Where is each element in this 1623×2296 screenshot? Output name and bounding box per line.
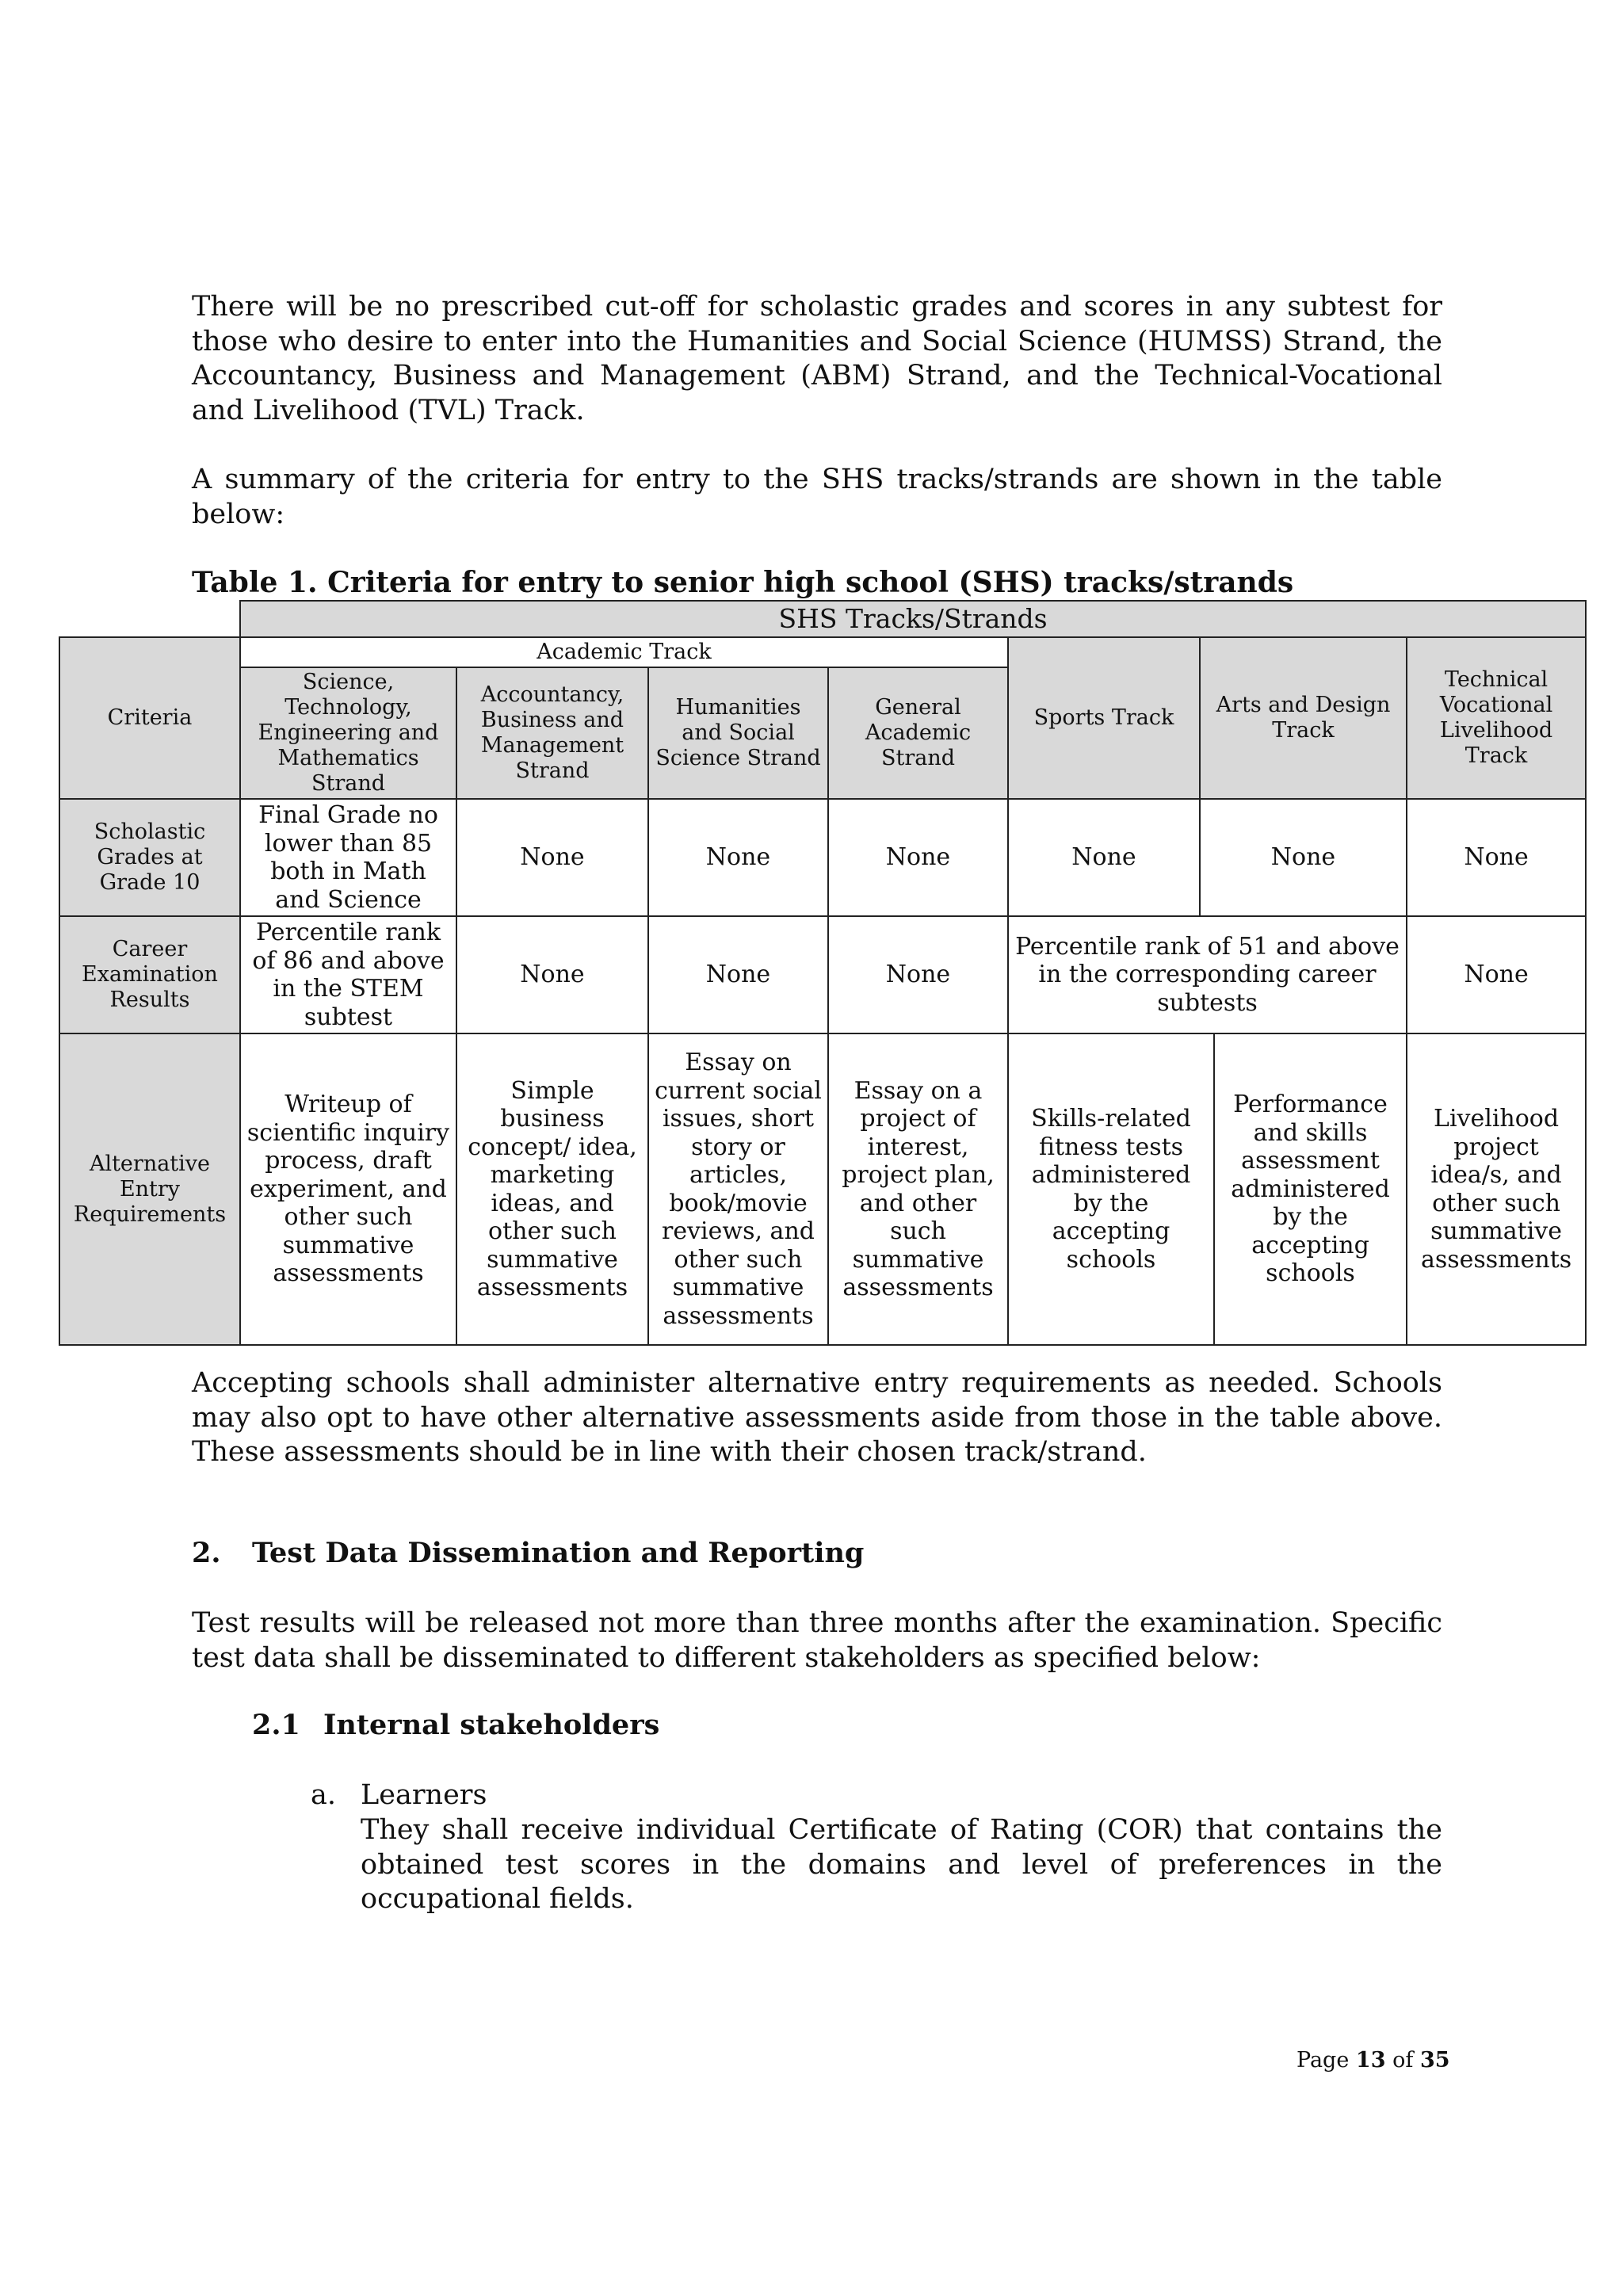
cell-career-gas: None: [828, 916, 1008, 1033]
accepting-schools-paragraph: Accepting schools shall administer alternative entry requirements as needed. Schools may also opt to have other alternative assessments aside from those in the table above. These assessments should be in line with their chosen track/strand.: [192, 1367, 1442, 1468]
row-label-alternative: Alternative Entry Requirements: [59, 1033, 240, 1345]
cell-career-abm: None: [456, 916, 648, 1033]
footer-page-word: Page: [1296, 2048, 1350, 2073]
criteria-header: Criteria: [59, 637, 240, 799]
cell-alt-tvl: Livelihood project idea/s, and other such summative assessments: [1407, 1033, 1586, 1345]
cell-career-humss: None: [648, 916, 828, 1033]
shs-tracks-header: SHS Tracks/Strands: [240, 601, 1586, 637]
col-header-tvl: Technical Vocational Livelihood Track: [1407, 637, 1586, 799]
cell-grades-abm: None: [456, 799, 648, 916]
summary-paragraph: A summary of the criteria for entry to the SHS tracks/strands are shown in the table below:: [192, 464, 1442, 530]
page-number-footer: [1296, 2048, 1450, 2073]
cell-grades-tvl: None: [1407, 799, 1586, 916]
col-header-abm: Accountancy, Business and Management Strand: [456, 667, 648, 799]
footer-of-word: of: [1392, 2048, 1414, 2073]
footer-total-pages: 35: [1419, 2048, 1450, 2073]
col-header-gas: General Academic Strand: [828, 667, 1008, 799]
cell-career-sports-arts: Percentile rank of 51 and above in the corresponding career subtests: [1008, 916, 1407, 1033]
footer-page-num: 13: [1355, 2048, 1386, 2073]
col-header-stem: Science, Technology, Engineering and Mathematics Strand: [240, 667, 456, 799]
cell-career-tvl: None: [1407, 916, 1586, 1033]
row-label-grades: Scholastic Grades at Grade 10: [59, 799, 240, 916]
cell-grades-arts: None: [1200, 799, 1407, 916]
cell-career-stem: Percentile rank of 86 and above in the STEM subtest: [240, 916, 456, 1033]
test-results-paragraph: Test results will be released not more than three months after the examination. Specific test data shall be disseminated to different stakeholders as specified below:: [192, 1607, 1442, 1674]
subsection-2-1-number: 2.1: [252, 1709, 300, 1741]
col-header-arts: Arts and Design Track: [1200, 637, 1407, 799]
col-header-humss: Humanities and Social Science Strand: [648, 667, 828, 799]
cell-alt-arts: Performance and skills assessment administered by the accepting schools: [1214, 1033, 1407, 1345]
cell-alt-sports: Skills-related fitness tests administered by the accepting schools: [1008, 1033, 1214, 1345]
subsection-2-1-title: Internal stakeholders: [323, 1709, 660, 1741]
table-corner-blank: [59, 601, 240, 637]
cell-grades-stem: Final Grade no lower than 85 both in Math and Science: [240, 799, 456, 916]
section-2-title: Test Data Dissemination and Reporting: [252, 1537, 865, 1569]
academic-track-header: Academic Track: [240, 637, 1008, 667]
table-caption: Table 1. Criteria for entry to senior high school (SHS) tracks/strands: [192, 566, 1294, 599]
section-2-number: 2.: [192, 1537, 221, 1569]
list-item-title: Learners: [361, 1779, 487, 1811]
subsection-2-1-heading: [252, 1709, 659, 1741]
cell-grades-humss: None: [648, 799, 828, 916]
criteria-table: [59, 600, 1587, 1346]
cell-alt-stem: Writeup of scientific inquiry process, draft experiment, and other such summative assessments: [240, 1033, 456, 1345]
list-item-letter: a.: [311, 1779, 336, 1811]
cell-grades-gas: None: [828, 799, 1008, 916]
cell-alt-abm: Simple business concept/ idea, marketing ideas, and other such summative assessments: [456, 1033, 648, 1345]
intro-paragraph: There will be no prescribed cut-off for scholastic grades and scores in any subtest for those who desire to enter into the Humanities and Social Science (HUMSS) Strand, the Accountancy, Business and Management (ABM) Strand, and the Technical-Vocational and Livelihood (TVL) Track.: [192, 291, 1442, 426]
cell-alt-humss: Essay on current social issues, short story or articles, book/movie reviews, and other such summative assessments: [648, 1033, 828, 1345]
row-label-career: Career Examination Results: [59, 916, 240, 1033]
cell-alt-gas: Essay on a project of interest, project plan, and other such summative assessments: [828, 1033, 1008, 1345]
cell-grades-sports: None: [1008, 799, 1200, 916]
learners-paragraph: They shall receive individual Certificate of Rating (COR) that contains the obtained test scores in the domains and level of preferences in the occupational fields.: [361, 1814, 1442, 1915]
section-2-heading: [192, 1537, 864, 1569]
col-header-sports: Sports Track: [1008, 637, 1200, 799]
